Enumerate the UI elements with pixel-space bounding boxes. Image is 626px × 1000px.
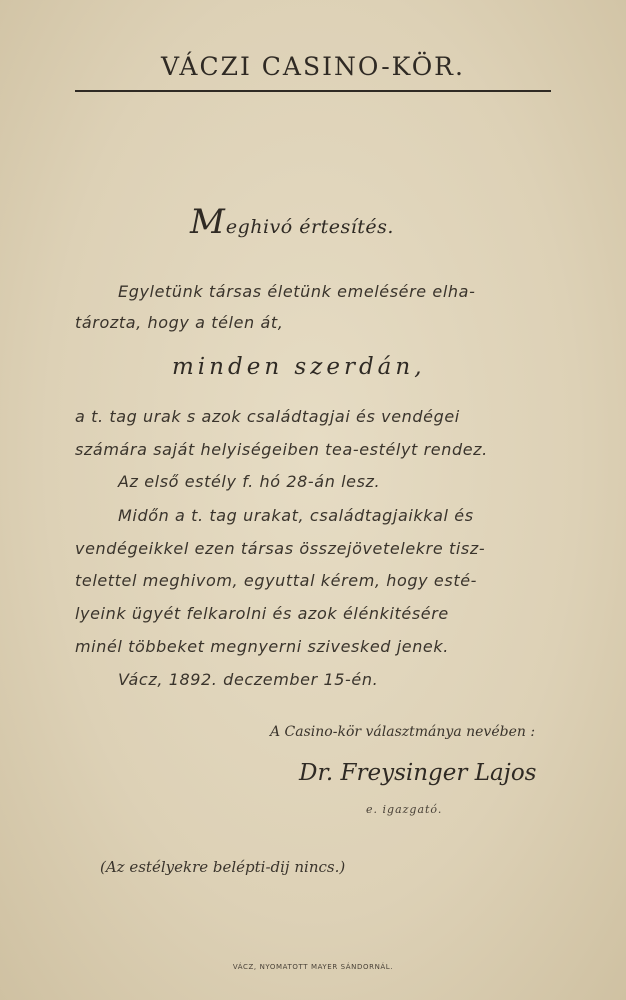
admission-note: (Az estélyekre belépti-dij nincs.) (100, 858, 346, 876)
body-line-5: számára saját helyiségeiben tea-estélyt rendez. (75, 440, 488, 459)
body-line-11: minél többeket megnyerni szivesked jenek. (75, 637, 449, 656)
emphasis-line: minden szerdán, (172, 354, 426, 380)
header-rule (75, 90, 551, 92)
invitation-title-rest: eghivó értesítés. (225, 216, 394, 238)
body-line-6: Az első estély f. hó 28-án lesz. (118, 472, 381, 491)
signature-name: Dr. Freysinger Lajos (299, 760, 537, 786)
invitation-title-initial: M (190, 202, 226, 242)
body-line-2: tározta, hogy a télen át, (75, 313, 284, 332)
body-line-4: a t. tag urak s azok családtagjai és vendégei (75, 407, 460, 426)
body-line-10: lyeink ügyét felkarolni és azok élénkitésére (75, 604, 449, 623)
signature-label: A Casino-kör választmánya nevében : (270, 724, 536, 740)
body-line-8: vendégeikkel ezen társas összejövetelekre tisz- (75, 539, 486, 558)
date-line: Vácz, 1892. deczember 15-én. (118, 670, 379, 689)
signature-role: e. igazgató. (366, 803, 443, 816)
printer-imprint: VÁCZ, NYOMATOTT MAYER SÁNDORNÁL. (232, 963, 394, 971)
body-line-7: Midőn a t. tag urakat, családtagjaikkal és (118, 506, 474, 525)
club-header: VÁCZI CASINO-KÖR. (161, 52, 465, 81)
invitation-title (190, 202, 394, 242)
body-line-9: telettel meghivom, egyuttal kérem, hogy esté- (75, 571, 478, 590)
body-line-1: Egyletünk társas életünk emelésére elha- (118, 282, 476, 301)
